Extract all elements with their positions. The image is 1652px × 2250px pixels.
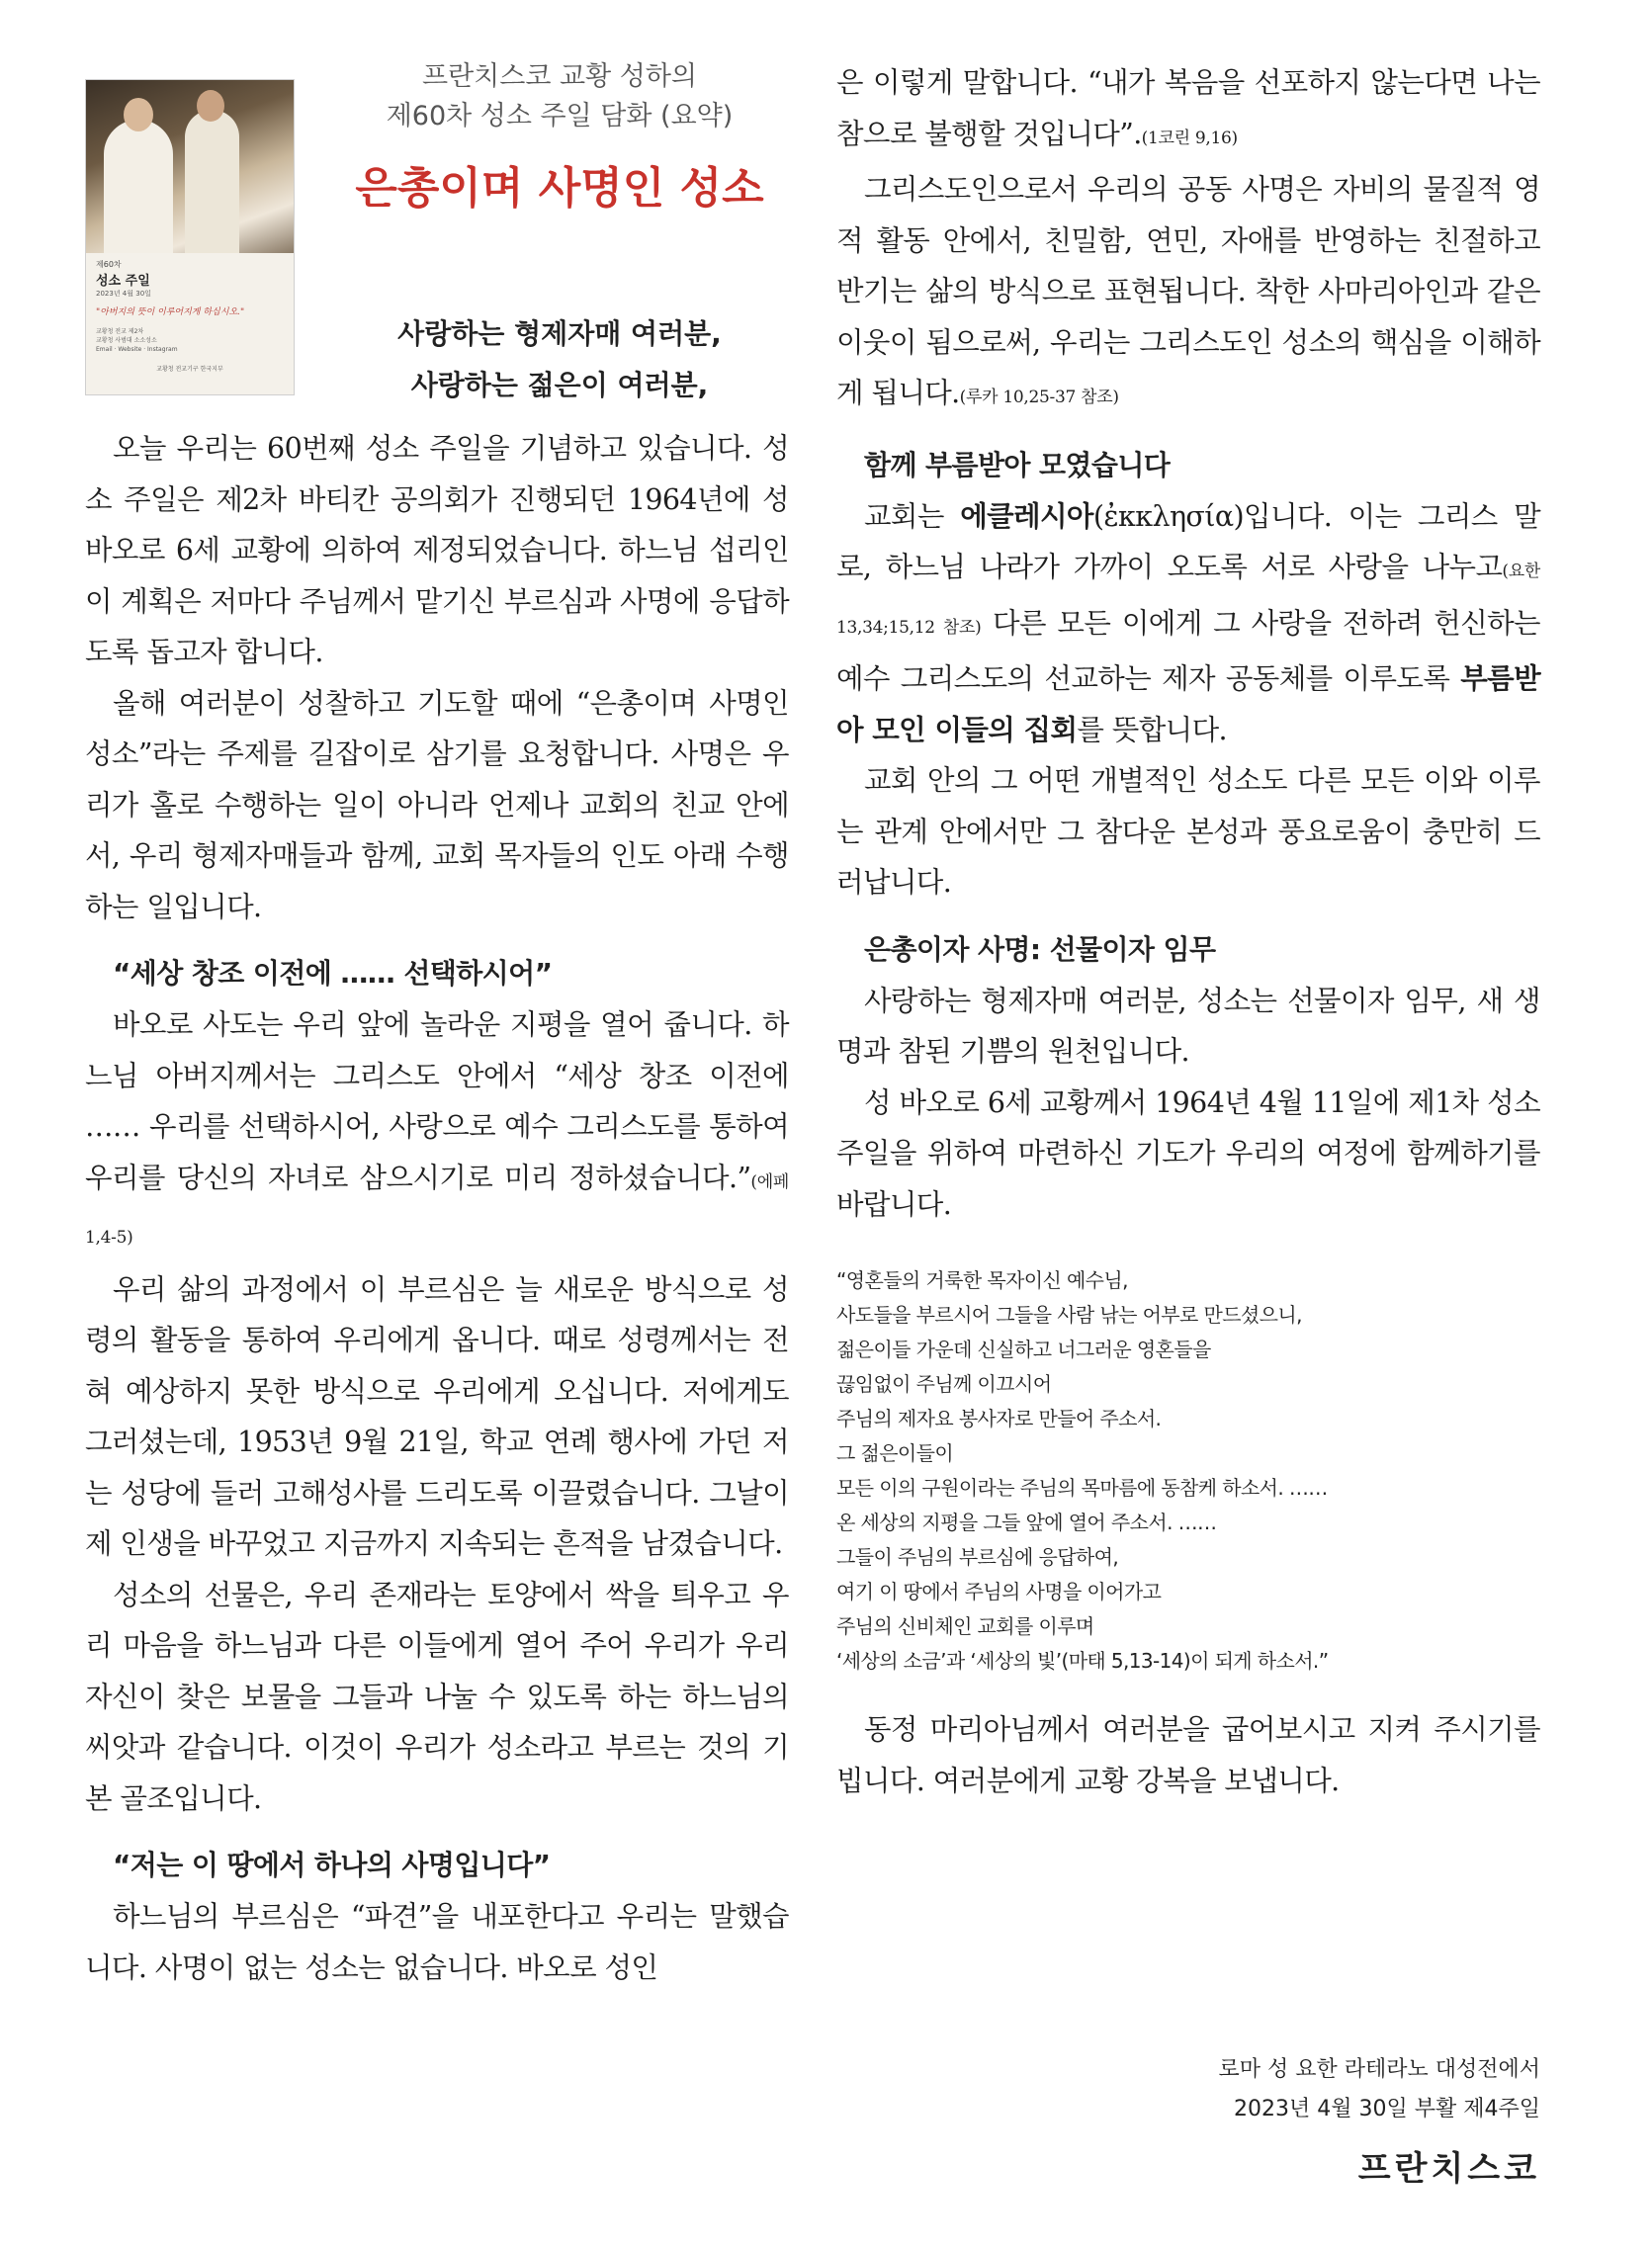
paragraph: 교회는 에클레시아(ἐκκλησία)입니다. 이는 그리스 말로, 하느님 나라가 가까이 오도록 서로 사랑을 나누고(요한 13,34;15,12 참조) 다른 모든 이에게 그 사랑을 전하려 헌신하는 예수 그리스도의 선교하는 제자 공동체를 이루도록 부름받아 모인 이들의 집회를 뜻합니다. xyxy=(836,499,1540,746)
paragraph: 성 바오로 6세 교황께서 1964년 4월 11일에 제1차 성소 주일을 위하여 마련하신 기도가 우리의 여정에 함께하기를 바랍니다. xyxy=(836,1085,1540,1221)
paragraph: 은 이렇게 말합니다. “내가 복음을 선포하지 않는다면 나는 참으로 불행할 것입니다”.(1코린 9,16) xyxy=(836,66,1540,150)
prayer-line: 여기 이 땅에서 주님의 사명을 이어가고 xyxy=(836,1580,1162,1603)
section-heading: “저는 이 땅에서 하나의 사명입니다” xyxy=(113,1849,551,1881)
prayer-line: 주님의 신비체인 교회를 이루며 xyxy=(836,1614,1094,1638)
right-body xyxy=(836,57,1540,1806)
bible-reference: (루카 10,25-37 참조) xyxy=(959,388,1119,407)
prayer-line: “영혼들의 거룩한 목자이신 예수님, xyxy=(836,1268,1128,1292)
poster-logo: 교황청 전교기구 한국지부 xyxy=(156,366,223,373)
greeting-2: 사랑하는 젊은이 여러분, xyxy=(410,369,709,401)
paragraph: 바오로 사도는 우리 앞에 놀라운 지평을 열어 줍니다. 하느님 아버지께서는 그리스도 안에서 “세상 창조 이전에 …… 우리를 선택하시어, 사랑으로 예수 그리스도를 통하여 우리를 당신의 자녀로 삼으시기로 미리 정하셨습니다.”(에페 1,4-5) xyxy=(85,1008,789,1248)
paragraph: 성소의 선물은, 우리 존재라는 토양에서 싹을 틔우고 우리 마음을 하느님과 다른 이들에게 열어 주어 우리가 우리 자신이 찾은 보물을 그들과 나눌 수 있도록 하는 하느님의 씨앗과 같습니다. 이것이 우리가 성소라고 부르는 것의 기본 골조입니다. xyxy=(85,1578,789,1815)
prayer-line: 모든 이의 구원이라는 주님의 목마름에 동참케 하소서. …… xyxy=(836,1476,1328,1500)
prayer-line: 끊임없이 주님께 이끄시어 xyxy=(836,1372,1052,1396)
paragraph: 우리 삶의 과정에서 이 부르심은 늘 새로운 방식으로 성령의 활동을 통하여 우리에게 옵니다. 때로 성령께서는 전혀 예상하지 못한 방식으로 우리에게 오십니다. 저에게도 그러셨는데, 1953년 9월 21일, 학교 연례 행사에 가던 저는 성당에 들러 고해성사를 드리도록 이끌렸습니다. 그날이 제 인생을 바꾸었고 지금까지 지속되는 흔적을 남겼습니다. xyxy=(85,1272,789,1560)
paragraph: 동정 마리아님께서 여러분을 굽어보시고 지켜 주시기를 빕니다. 여러분에게 교황 강복을 보냅니다. xyxy=(836,1713,1540,1797)
paragraph: 오늘 우리는 60번째 성소 주일을 기념하고 있습니다. 성소 주일은 제2차 바티칸 공의회가 진행되던 1964년에 성 바오로 6세 교황에 의하여 제정되었습니다. 하느님 섭리인 이 계획은 저마다 주님께서 맡기신 부르심과 사명에 응답하도록 돕고자 합니다. xyxy=(85,432,789,668)
left-body xyxy=(85,423,789,1993)
prayer-line: 사도들을 부르시어 그들을 사람 낚는 어부로 만드셨으니, xyxy=(836,1303,1302,1327)
section-heading: 함께 부름받아 모였습니다 xyxy=(864,448,1171,481)
signature-date: 2023년 4월 30일 부활 제4주일 xyxy=(1234,2097,1540,2121)
poster-line2: 성소 주일 xyxy=(96,274,150,289)
prayer-line: 젊은이들 가운데 신실하고 너그러운 영혼들을 xyxy=(836,1338,1211,1361)
prayer-line: 온 세상의 지평을 그들 앞에 열어 주소서. …… xyxy=(836,1511,1217,1534)
main-title: 은총이며 사명인 성소 xyxy=(355,163,764,214)
prayer-line: 그들이 주님의 부르심에 응답하여, xyxy=(836,1545,1119,1569)
prayer-line: ‘세상의 소금’과 ‘세상의 빛’(마태 5,13-14)이 되게 하소서.” xyxy=(836,1649,1329,1673)
paragraph: 교회 안의 그 어떤 개별적인 성소도 다른 모든 이와 이루는 관계 안에서만 그 참다운 본성과 풍요로움이 충만히 드러납니다. xyxy=(836,764,1540,899)
bible-reference: (에페 1,4-5) xyxy=(85,1171,789,1248)
poster-info1: 교황청 전교 제2차 xyxy=(96,328,144,335)
signature-name: 프란치스코 xyxy=(1357,2149,1540,2189)
poster-thumbnail xyxy=(85,79,295,395)
bible-reference: (요한 13,34;15,12 참조) xyxy=(836,562,1540,638)
section-heading: “세상 창조 이전에 …… 선택하시어” xyxy=(113,957,553,990)
poster-info3: Email · Website · Instagram xyxy=(96,346,178,353)
bible-reference: (1코린 9,16) xyxy=(1141,128,1238,148)
pope-photo xyxy=(86,80,294,253)
poster-handwriting: "아버지의 뜻이 이루어지게 하십시오." xyxy=(96,307,245,317)
prayer-block xyxy=(836,1263,1540,1679)
poster-line1: 제60차 xyxy=(96,260,122,269)
poster-info2: 교황청 사범대 소소성소 xyxy=(96,337,157,344)
header-subtitle-2: 제60차 성소 주일 담화 (요약) xyxy=(386,101,734,131)
paragraph: 하느님의 부르심은 “파견”을 내포한다고 우리는 말했습니다. 사명이 없는 성소는 없습니다. 바오로 성인 xyxy=(85,1900,789,1984)
prayer-line: 주님의 제자요 봉사자로 만들어 주소서. xyxy=(836,1407,1162,1430)
paragraph: 사랑하는 형제자매 여러분, 성소는 선물이자 임무, 새 생명과 참된 기쁨의 원천입니다. xyxy=(836,984,1540,1068)
paragraph: 그리스도인으로서 우리의 공동 사명은 자비의 물질적 영적 활동 안에서, 친밀함, 연민, 자애를 반영하는 친절하고 반기는 삶의 방식으로 표현됩니다. 착한 사마리아인과 같은 이웃이 됨으로써, 우리는 그리스도인 성소의 핵심을 이해하게 됩니다.(루카 10,25-37 참조) xyxy=(836,173,1540,409)
signature-place: 로마 성 요한 라테라노 대성전에서 xyxy=(1218,2057,1540,2082)
section-heading: 은총이자 사명: 선물이자 임무 xyxy=(864,932,1216,966)
prayer-line: 그 젊은이들이 xyxy=(836,1441,954,1465)
greeting-1: 사랑하는 형제자매 여러분, xyxy=(397,317,722,350)
paragraph: 올해 여러분이 성찰하고 기도할 때에 “은총이며 사명인 성소”라는 주제를 길잡이로 삼기를 요청합니다. 사명은 우리가 홀로 수행하는 일이 아니라 언제나 교회의 친교 안에서, 우리 형제자매들과 함께, 교회 목자들의 인도 아래 수행하는 일입니다. xyxy=(85,686,789,923)
poster-line3: 2023년 4월 30일 xyxy=(96,290,151,298)
header-subtitle-1: 프란치스코 교황 성하의 xyxy=(422,61,697,92)
